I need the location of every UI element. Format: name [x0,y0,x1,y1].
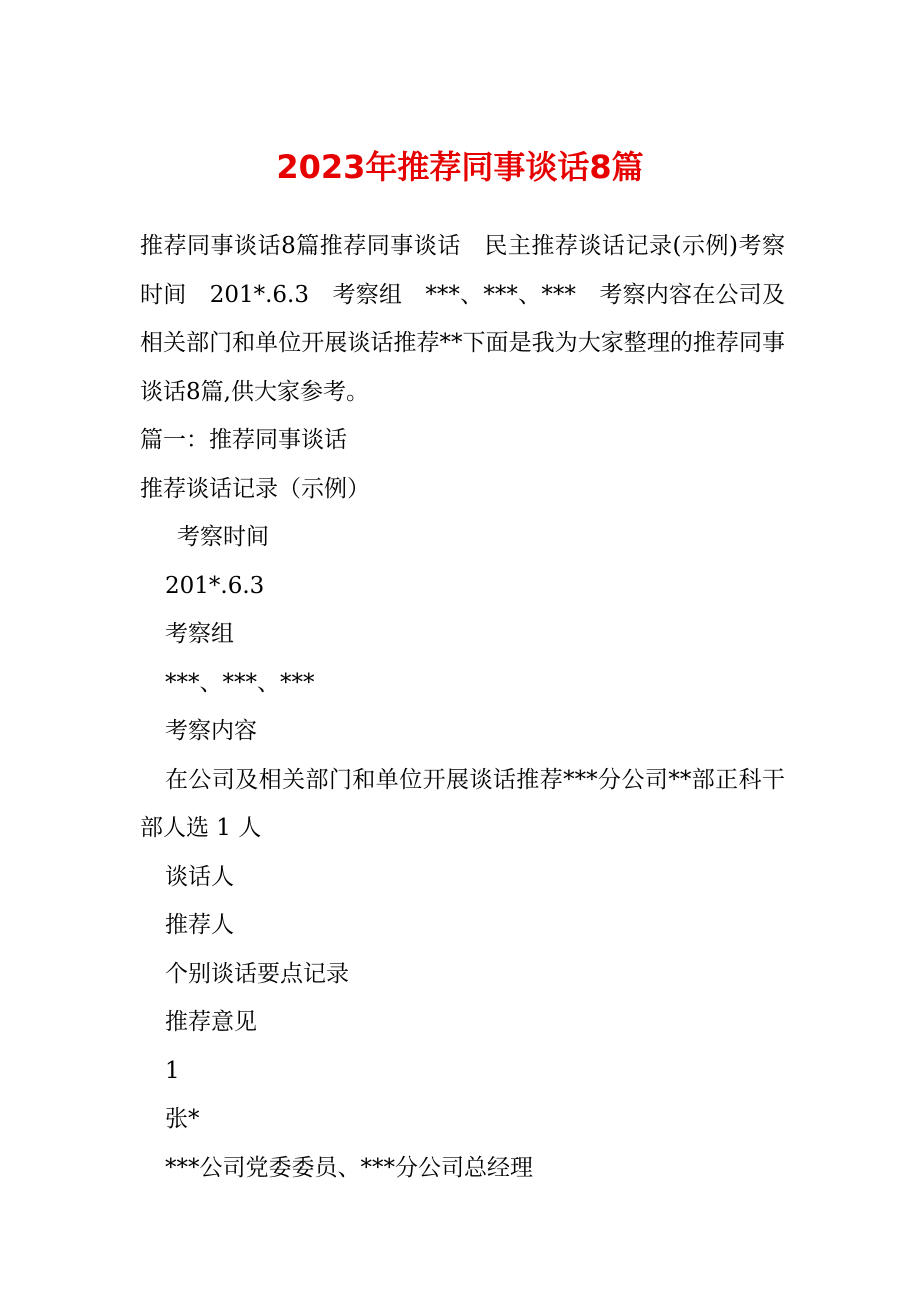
record-title: 推荐谈话记录（示例） [140,475,370,502]
line-number: 1 [165,1057,180,1084]
document-title: 2023年推荐同事谈话8篇 [276,148,644,186]
line-exam-time-label: 考察时间 [177,524,269,550]
line-recommender: 推荐人 [165,912,234,938]
section-heading: 篇一：推荐同事谈话 [140,427,347,453]
line-interviewer: 谈话人 [165,863,234,890]
line-opinion-label: 推荐意见 [165,1009,257,1035]
line-person-name: 张* [165,1106,200,1132]
document-body [140,222,785,1192]
intro-paragraph: 推荐同事谈话8篇推荐同事谈话 民主推荐谈话记录(示例)考察时间 201*.6.3 考察组 ***、***、*** 考察内容在公司及相关部门和单位开展谈话推荐**下面是我为大家整理的推荐同事谈话8篇,供大家参考。 [140,233,785,405]
line-person-position: ***公司党委委员、***分公司总经理 [165,1154,533,1181]
line-exam-group-label: 考察组 [165,621,234,647]
line-exam-content-value: 在公司及相关部门和单位开展谈话推荐***分公司**部正科干部人选 1 人 [140,766,785,841]
line-notes-label: 个别谈话要点记录 [165,960,349,987]
line-exam-date: 201*.6.3 [165,572,265,599]
line-exam-group-value: ***、***、*** [165,669,315,696]
line-exam-content-label: 考察内容 [165,718,257,744]
